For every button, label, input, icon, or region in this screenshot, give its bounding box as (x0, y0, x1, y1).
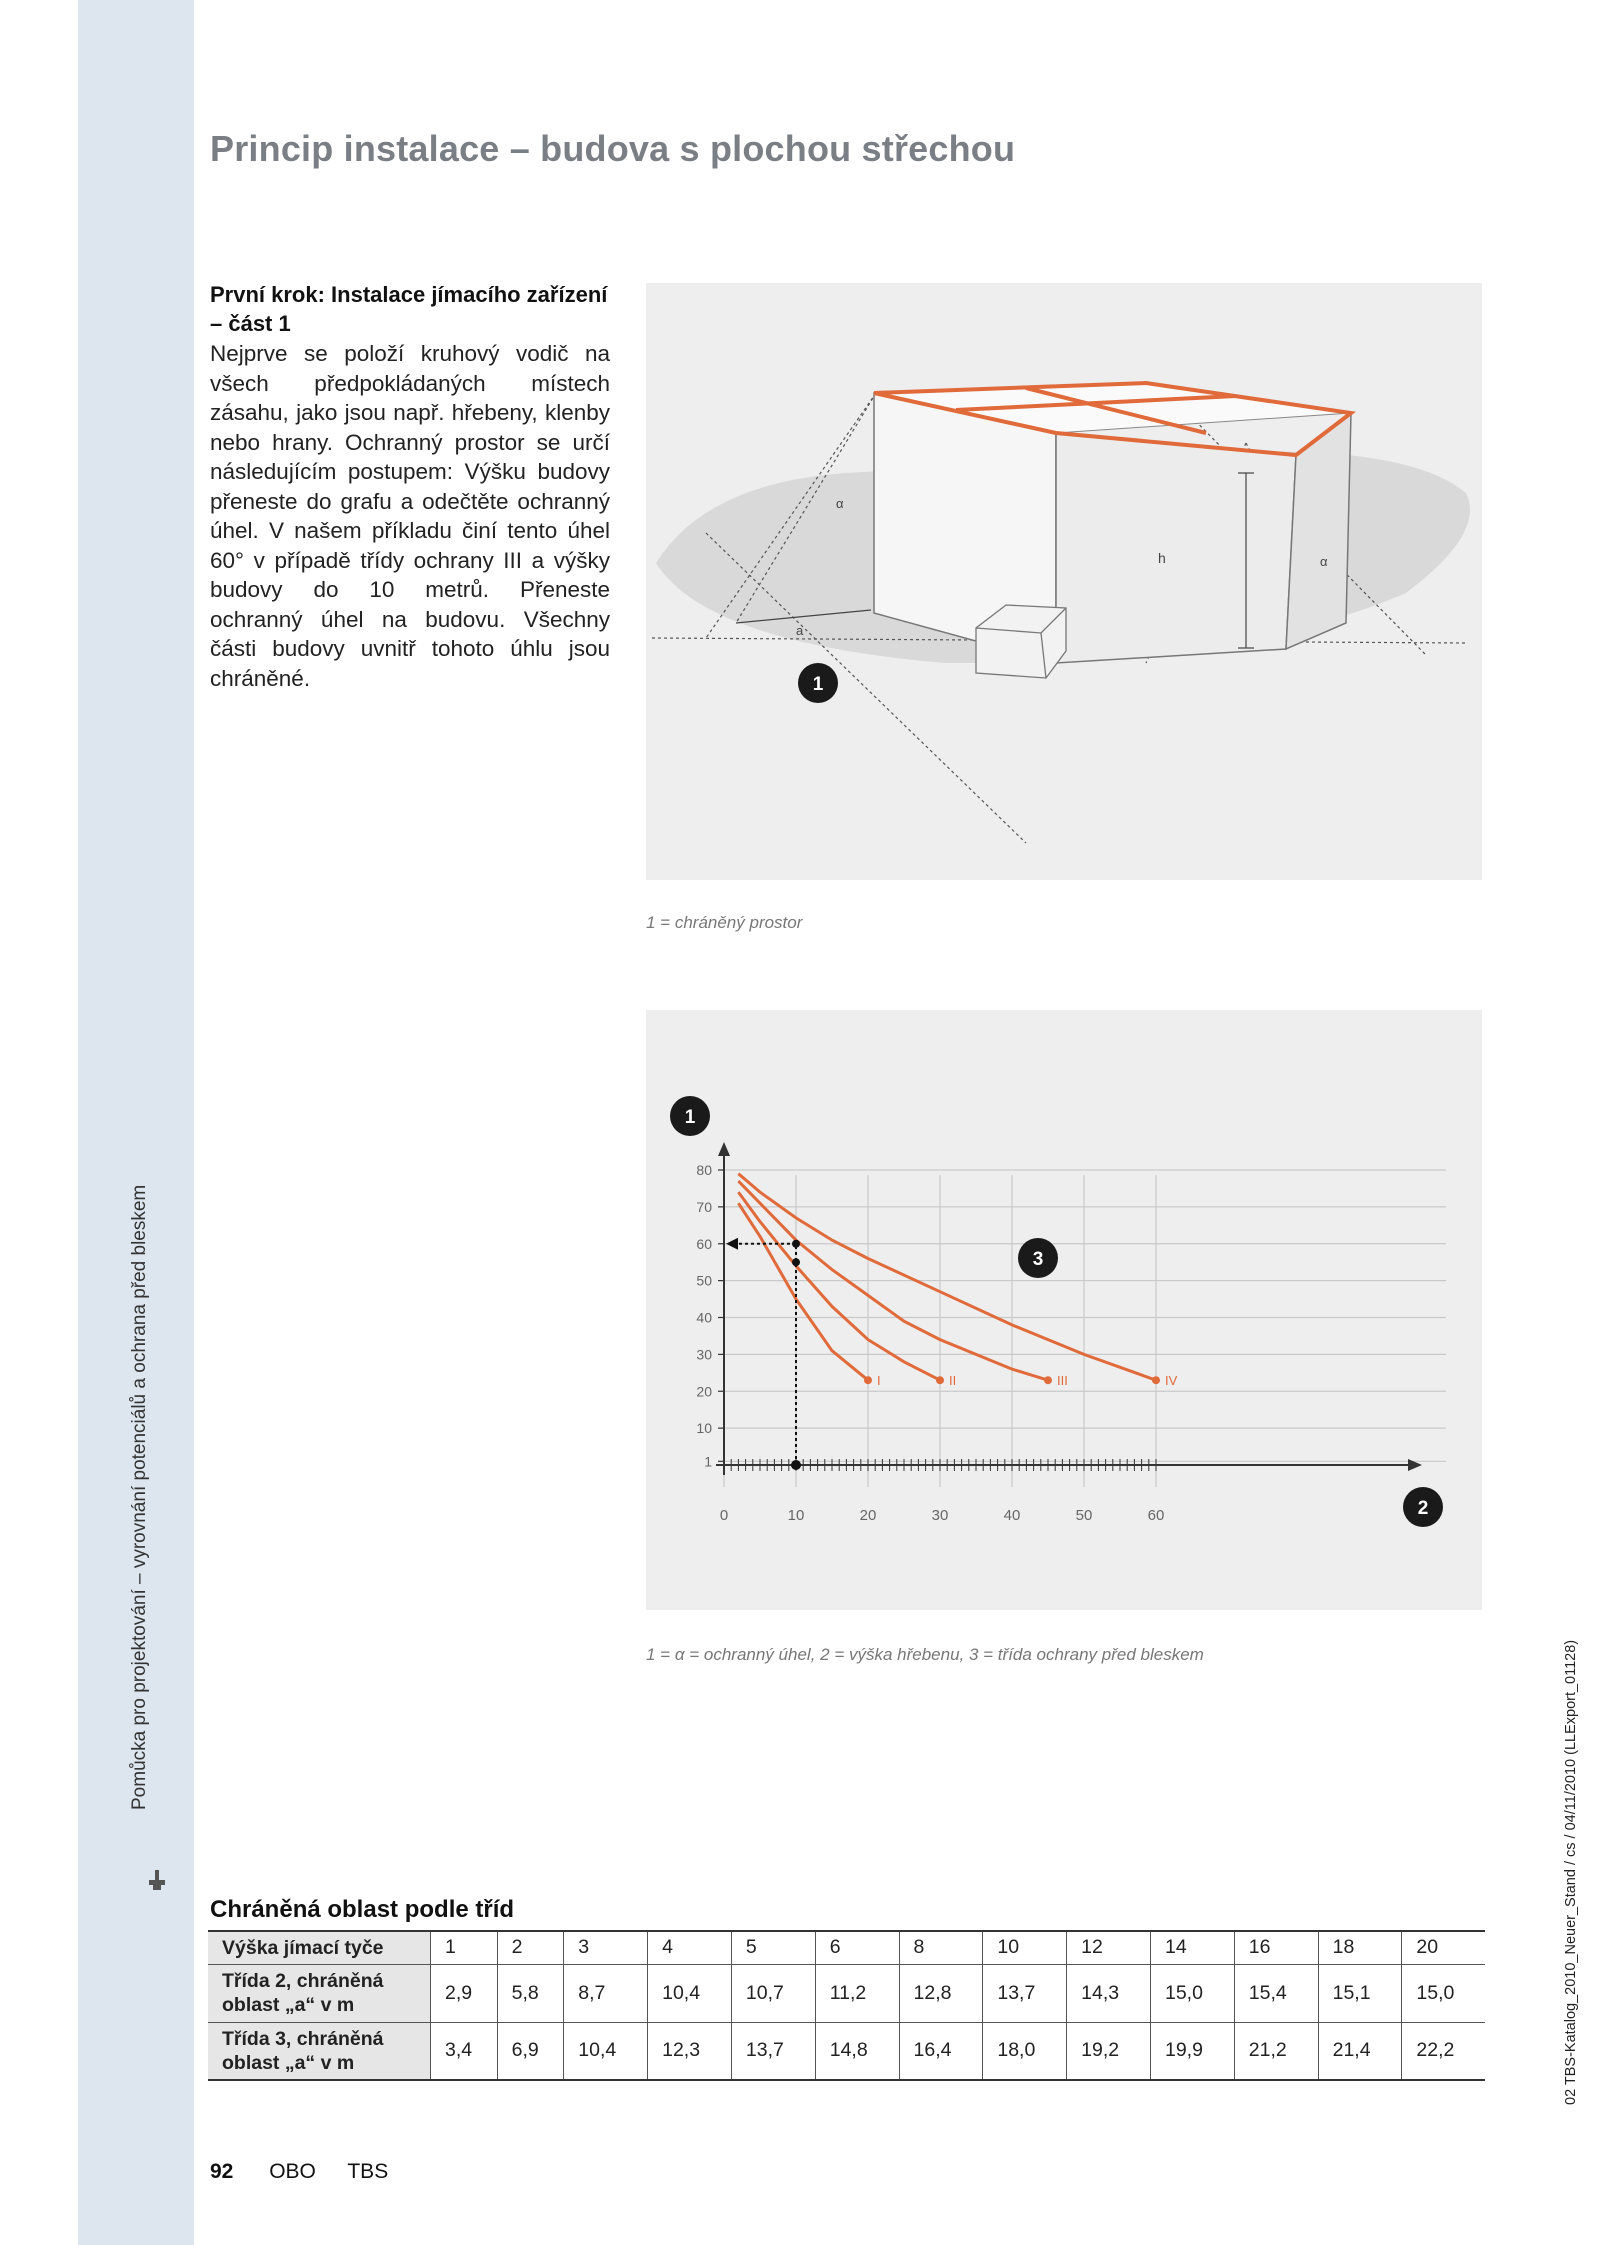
label-alpha-right: α (1320, 554, 1328, 569)
chart-canvas (646, 1010, 1482, 1610)
value-cell: 15,4 (1234, 1964, 1318, 2022)
value-cell: 3,4 (431, 2022, 498, 2080)
step-body: Nejprve se položí kruhový vodič na všech předpokládaných místech zásahu, jako jsou např. hřebeny, klenby nebo hrany. Ochranný prostor se určí následujícím postupem: Výšku budovy přeneste do grafu a odečtěte ochranný úhel. V našem příkladu činí tento úhel 60° v případě třídy ochrany III a výšky budovy do 10 metrů. Přeneste ochranný úhel na budovu. Všechny části budovy uvnitř tohoto úhlu jsou chráněné. (210, 341, 610, 691)
label-alpha-left: α (836, 496, 844, 511)
height-cell: 6 (815, 1931, 899, 1964)
curve-end-point (936, 1376, 944, 1384)
reading-arrow (726, 1238, 738, 1250)
value-cell: 13,7 (731, 2022, 815, 2080)
curve-label: III (1057, 1373, 1068, 1389)
height-cell: 5 (731, 1931, 815, 1964)
y-tick-label: 40 (696, 1309, 712, 1326)
value-cell: 5,8 (497, 1964, 564, 2022)
height-cell: 18 (1318, 1931, 1402, 1964)
figure2-caption: 1 = α = ochranný úhel, 2 = výška hřebenu, 3 = třída ochrany před bleskem (646, 1645, 1204, 1664)
page-title: Princip instalace – budova s plochou střechou (210, 128, 1016, 169)
x-tick-label: 60 (1147, 1507, 1165, 1524)
curve-label: I (877, 1373, 881, 1389)
step-heading: První krok: Instalace jímacího zařízení – část 1 (210, 282, 608, 336)
x-tick-label: 40 (1003, 1507, 1021, 1524)
curve-class-IV (738, 1174, 1156, 1381)
value-cell: 15,1 (1318, 1964, 1402, 2022)
figure1-caption: 1 = chráněný prostor (646, 913, 803, 932)
curve-end-point (1152, 1376, 1160, 1384)
height-cell: 10 (983, 1931, 1067, 1964)
value-cell: 16,4 (899, 2022, 983, 2080)
value-cell: 12,3 (648, 2022, 732, 2080)
value-cell: 18,0 (983, 2022, 1067, 2080)
y-tick-label: 50 (696, 1272, 712, 1289)
value-cell: 22,2 (1402, 2022, 1485, 2080)
y-tick-label: 1 (704, 1453, 712, 1470)
marker-2-label: 2 (1417, 1498, 1429, 1519)
reading-base-point (791, 1460, 801, 1470)
section-name: TBS (347, 2160, 389, 2183)
building-illustration (646, 283, 1482, 880)
height-cell: 14 (1150, 1931, 1234, 1964)
value-cell: 6,9 (497, 2022, 564, 2080)
lightning-rod-icon (145, 1868, 169, 1892)
height-cell: 12 (1067, 1931, 1151, 1964)
x-tick-label: 50 (1075, 1507, 1093, 1524)
reading-point (792, 1240, 800, 1248)
height-cell: 8 (899, 1931, 983, 1964)
svg-text:1: 1 (812, 674, 824, 695)
x-tick-label: 30 (931, 1507, 949, 1524)
value-cell: 10,4 (564, 2022, 648, 2080)
height-cell: 2 (497, 1931, 564, 1964)
y-tick-label: 10 (696, 1420, 712, 1437)
curve-class-II (738, 1192, 940, 1380)
table-row-class-2 (208, 1964, 1485, 2022)
table-title: Chráněná oblast podle tříd (210, 1896, 515, 1923)
value-cell: 19,9 (1150, 2022, 1234, 2080)
value-cell: 10,4 (648, 1964, 732, 2022)
curve-end-point (1044, 1376, 1052, 1384)
value-cell: 15,0 (1150, 1964, 1234, 2022)
value-cell: 12,8 (899, 1964, 983, 2022)
value-cell: 19,2 (1067, 2022, 1151, 2080)
x-tick-label: 20 (859, 1507, 877, 1524)
height-cell: 1 (431, 1931, 498, 1964)
y-tick-label: 70 (696, 1198, 712, 1215)
value-cell: 15,0 (1402, 1964, 1485, 2022)
value-cell: 2,9 (431, 1964, 498, 2022)
value-cell: 11,2 (815, 1964, 899, 2022)
height-cell: 3 (564, 1931, 648, 1964)
table-row-class-3 (208, 2022, 1485, 2080)
marker-1-label: 1 (684, 1107, 696, 1128)
curve-label: II (949, 1373, 957, 1389)
label-h: h (1158, 550, 1166, 566)
brand-name: OBO (269, 2160, 316, 2183)
height-cell: 16 (1234, 1931, 1318, 1964)
sidebar-vertical-title: Pomůcka pro projektování – vyrovnání potenciálů a ochrana před bleskem (129, 1184, 150, 1810)
page-footer (210, 2160, 388, 2184)
protection-angle-chart (646, 1010, 1482, 1610)
x-tick-label: 0 (719, 1507, 729, 1524)
value-cell: 8,7 (564, 1964, 648, 2022)
row-label: Třída 2, chráněná oblast „a“ v m (208, 1964, 431, 2022)
protection-class-table (208, 1930, 1485, 2081)
curve-end-point (864, 1376, 872, 1384)
value-cell: 21,2 (1234, 2022, 1318, 2080)
row-label: Třída 3, chráněná oblast „a“ v m (208, 2022, 431, 2080)
marker-3-label: 3 (1032, 1249, 1044, 1270)
curve-class-I (738, 1203, 868, 1380)
y-axis-arrow (718, 1142, 730, 1156)
print-metadata: 02 TBS-Katalog_2010_Neuer_Stand / cs / 04/11/2010 (LLExport_01128) (1563, 1639, 1579, 2105)
building-drawing (646, 283, 1482, 880)
y-tick-label: 30 (696, 1346, 712, 1363)
curve-label: IV (1165, 1373, 1178, 1389)
y-tick-label: 80 (696, 1162, 712, 1178)
height-cell: 4 (648, 1931, 732, 1964)
y-tick-label: 60 (696, 1235, 712, 1252)
table-header-row (208, 1931, 1485, 1964)
label-a: a (796, 623, 804, 638)
page-number: 92 (210, 2160, 234, 2183)
header-label: Výška jímací tyče (208, 1931, 431, 1964)
value-cell: 14,3 (1067, 1964, 1151, 2022)
value-cell: 13,7 (983, 1964, 1067, 2022)
height-cell: 20 (1402, 1931, 1485, 1964)
reading-point-curve (792, 1258, 800, 1266)
value-cell: 10,7 (731, 1964, 815, 2022)
value-cell: 21,4 (1318, 2022, 1402, 2080)
x-tick-label: 10 (787, 1507, 805, 1524)
value-cell: 14,8 (815, 2022, 899, 2080)
y-tick-label: 20 (696, 1383, 712, 1400)
